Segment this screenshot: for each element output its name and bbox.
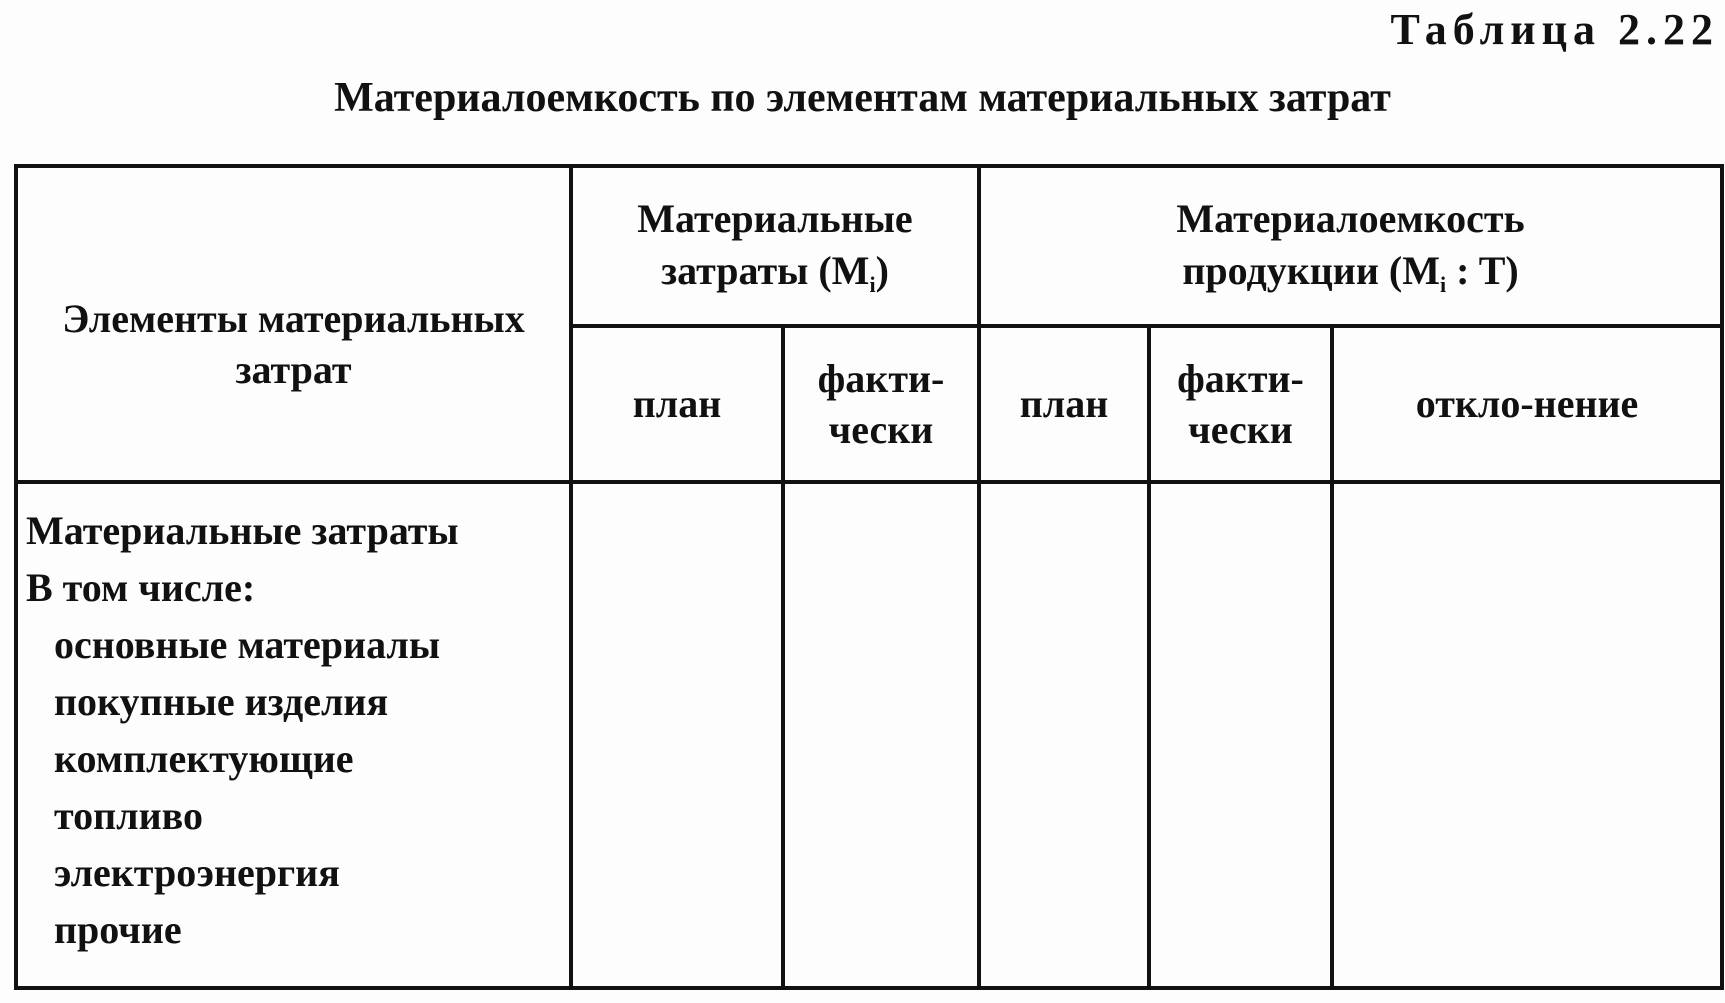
row-label-item: прочие bbox=[54, 907, 182, 952]
body-row bbox=[16, 482, 1722, 988]
subheader-costs-plan: план bbox=[571, 326, 783, 482]
subheader-costs-actual: факти-чески bbox=[783, 326, 979, 482]
material-intensity-table bbox=[14, 164, 1724, 990]
header-row-top bbox=[16, 166, 1722, 326]
header-material-costs-subscript: i bbox=[869, 271, 876, 297]
empty-cell-intensity-plan bbox=[979, 482, 1149, 988]
table-title: Материалоемкость по элементам материальных затрат bbox=[334, 75, 1391, 121]
row-label-item: покупные изделия bbox=[54, 679, 389, 724]
row-label-item: основные материалы bbox=[54, 622, 441, 667]
table-number: Таблица 2.22 bbox=[1390, 5, 1719, 54]
elements-list-cell bbox=[16, 482, 571, 988]
empty-cell-intensity-deviation bbox=[1332, 482, 1722, 988]
row-label-including: В том числе: bbox=[26, 565, 256, 610]
row-label-item: электроэнергия bbox=[54, 850, 340, 895]
empty-cell-costs-actual bbox=[783, 482, 979, 988]
header-material-intensity bbox=[979, 166, 1722, 326]
header-material-costs bbox=[571, 166, 979, 326]
row-label-item: топливо bbox=[54, 793, 203, 838]
empty-cell-intensity-actual bbox=[1149, 482, 1332, 988]
header-material-intensity-subscript: i bbox=[1439, 271, 1447, 297]
subheader-intensity-plan: план bbox=[979, 326, 1149, 482]
header-material-intensity-line2-suffix: : T) bbox=[1446, 247, 1519, 293]
header-material-intensity-line2-prefix: продукции (M bbox=[1182, 247, 1440, 293]
header-material-costs-label: Материальные затраты (M bbox=[637, 196, 913, 293]
row-label-total: Материальные затраты bbox=[26, 508, 459, 553]
subheader-intensity-deviation: откло-нение bbox=[1332, 326, 1722, 482]
empty-cell-costs-plan bbox=[571, 482, 783, 988]
header-material-intensity-line1: Материалоемкость bbox=[1176, 196, 1525, 242]
row-label-item: комплектующие bbox=[54, 736, 354, 781]
subheader-intensity-actual: факти-чески bbox=[1149, 326, 1332, 482]
header-material-costs-suffix: ) bbox=[875, 247, 889, 293]
header-elements: Элементы материальных затрат bbox=[16, 166, 571, 482]
